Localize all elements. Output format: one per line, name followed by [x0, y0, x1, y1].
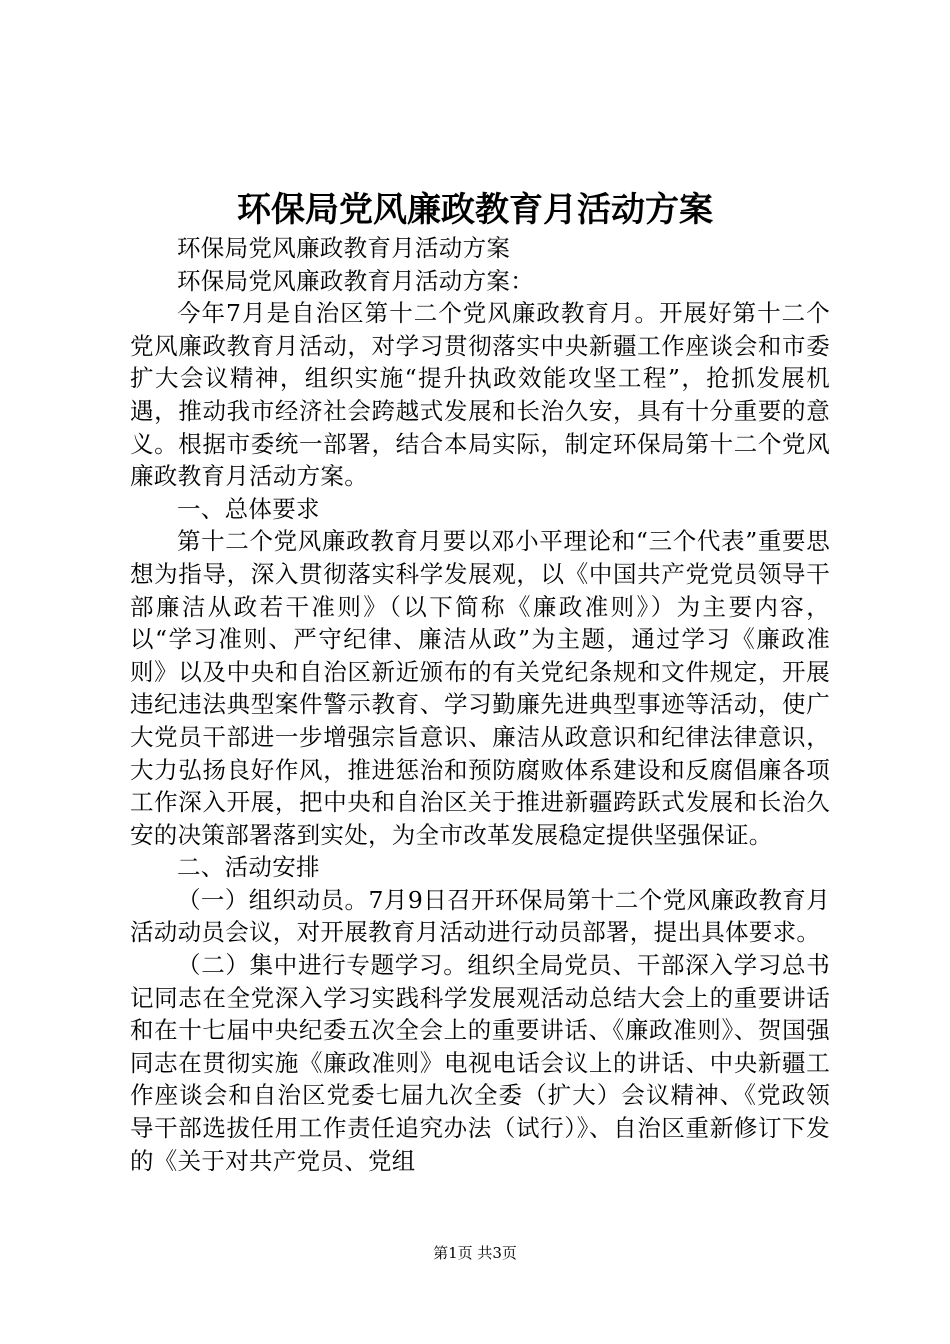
salutation-paragraph: 环保局党风廉政教育月活动方案： — [177, 266, 534, 295]
section-heading-activity-arrangement: 二、活动安排 — [177, 853, 320, 882]
subtitle-paragraph: 环保局党风廉政教育月活动方案 — [177, 234, 511, 262]
section-heading-overall-requirements: 一、总体要求 — [177, 494, 320, 523]
activity-item-mobilization: （一）组织动员。7月9日召开环保局第十二个党风廉政教育月活动动员会议，对开展教育月活动进行动员部署，提出具体要求。 — [130, 885, 830, 947]
activity-item-study: （二）集中进行专题学习。组织全局党员、干部深入学习总书记同志在全党深入学习实践科学发展观活动总结大会上的重要讲话和在十七届中央纪委五次全会上的重要讲话、《廉政准则》、贺国强同志在贯彻实施《廉政准则》电视电话会议上的讲话、中央新疆工作座谈会和自治区党委七届九次全委（扩大）会议精神、《党政领导干部选拔任用工作责任追究办法（试行）》、自治区重新修订下发的《关于对共产党员、党组 — [130, 951, 830, 1175]
overall-requirements-paragraph: 第十二个党风廉政教育月要以邓小平理论和“三个代表”重要思想为指导，深入贯彻落实科学发展观，以《中国共产党党员领导干部廉洁从政若干准则》（以下简称《廉政准则》）为主要内容，以“学习准则、严守纪律、廉洁从政”为主题，通过学习《廉政准则》以及中央和自治区新近颁布的有关党纪条规和文件规定，开展违纪违法典型案件警示教育、学习勤廉先进典型事迹等活动，使广大党员干部进一步增强宗旨意识、廉洁从政意识和纪律法律意识，大力弘扬良好作风，推进惩治和预防腐败体系建设和反腐倡廉各项工作深入开展，把中央和自治区关于推进新疆跨跃式发展和长治久安的决策部署落到实处，为全市改革发展稳定提供坚强保证。 — [130, 527, 830, 849]
page-footer: 第1页 共3页 — [433, 1244, 517, 1262]
intro-paragraph: 今年7月是自治区第十二个党风廉政教育月。开展好第十二个党风廉政教育月活动，对学习贯彻落实中央新疆工作座谈会和市委扩大会议精神，组织实施“提升执政效能攻坚工程”，抢抓发展机遇，推动我市经济社会跨越式发展和长治久安，具有十分重要的意义。根据市委统一部署，结合本局实际，制定环保局第十二个党风廉政教育月活动方案。 — [130, 299, 830, 491]
document-title: 环保局党风廉政教育月活动方案 — [237, 190, 713, 230]
document-body — [130, 232, 830, 1177]
